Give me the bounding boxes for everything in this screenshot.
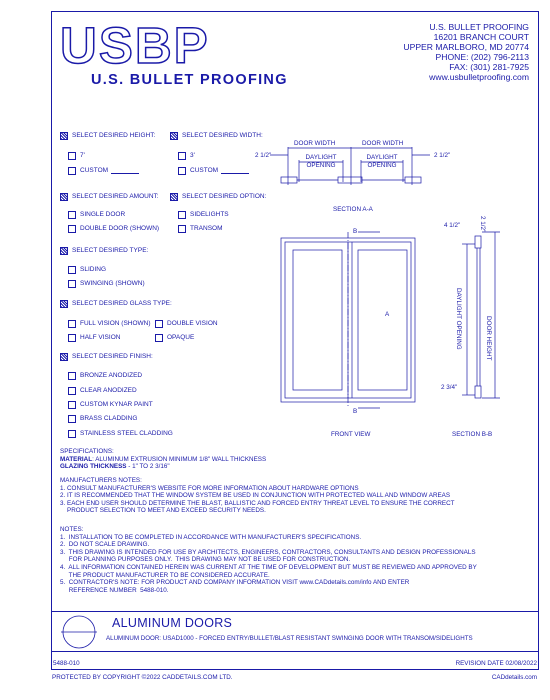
revision-date: REVISION DATE 02/08/2022 (455, 660, 537, 667)
height-option-custom[interactable]: CUSTOM (68, 167, 139, 175)
dim-2-75-label: 2 3/4" (441, 384, 458, 391)
company-fax: FAX: (301) 281-7925 (449, 62, 529, 72)
glass-opaque[interactable]: OPAQUE (155, 334, 194, 342)
title-block-bottom-rule (51, 651, 539, 652)
amount-single-door[interactable]: SINGLE DOOR (68, 211, 125, 219)
daylight-opening-right-label: DAYLIGHT OPENING (366, 154, 398, 169)
note: FOR PLANNING PURPOSES ONLY. THIS DRAWING MAY NOT BE USED FOR CONSTRUCTION. (60, 556, 351, 564)
note: 5. CONTRACTOR'S NOTE: FOR PRODUCT AND COMPANY INFORMATION VISIT www.CADdetails.com/info AND ENTER (60, 579, 410, 587)
dim-left-label: 2 1/2" (255, 152, 272, 159)
note: 2. DO NOT SCALE DRAWING. (60, 541, 150, 549)
glass-half-vision[interactable]: HALF VISION (68, 334, 120, 342)
reference-number: 5488-010 (53, 660, 80, 667)
company-website[interactable]: www.usbulletproofing.com (429, 72, 529, 82)
section-mark-b-top: B (353, 228, 358, 235)
caddetails-link[interactable]: CADdetails.com (491, 674, 537, 681)
finish-brass[interactable]: BRASS CLADDING (68, 415, 137, 423)
glass-double-vision[interactable]: DOUBLE VISION (155, 320, 218, 328)
specifications-block (60, 448, 266, 471)
daylight-opening-vertical-label: DAYLIGHT OPENING (455, 288, 462, 350)
front-view-door (281, 232, 415, 408)
mfr-note: PRODUCT SELECTION TO MEET AND EXCEED SECURITY NEEDS. (60, 507, 266, 515)
mfr-notes-heading: MANUFACTURERS NOTES: (60, 477, 142, 484)
drawing-subtitle: ALUMINUM DOOR: USAD1000 - FORCED ENTRY/BULLET/BLAST RESISTANT SWINGING DOOR WITH TRANSOM/SIDELIGHTS (106, 635, 473, 642)
option-transom[interactable]: TRANSOM (178, 225, 223, 233)
door-width-left-label: DOOR WIDTH (294, 140, 336, 147)
section-mark-a: A (385, 311, 390, 318)
usbp-logo-name: U.S. BULLET PROOFING (91, 72, 288, 88)
dim-right-label: 2 1/2" (434, 152, 451, 159)
company-address2: UPPER MARLBORO, MD 20774 (403, 42, 529, 52)
dim-4-5-label: 4 1/2" (444, 222, 461, 229)
height-option-label[interactable]: SELECT DESIRED HEIGHT: (60, 132, 155, 140)
width-option-custom[interactable]: CUSTOM (178, 167, 249, 175)
mfr-note: 1. CONSULT MANUFACTURER'S WEBSITE FOR MORE INFORMATION ABOUT HARDWARE OPTIONS (60, 484, 359, 492)
mfr-note: 2. IT IS RECOMMENDED THAT THE WINDOW SYSTEM BE USED IN CONJUNCTION WITH PROTECTED WALL AND WINDOW AREAS (60, 492, 451, 500)
company-phone: PHONE: (202) 796-2113 (435, 52, 529, 62)
front-view-caption: FRONT VIEW (331, 431, 371, 438)
finish-kynar[interactable]: CUSTOM KYNAR PAINT (68, 401, 153, 409)
type-option-label[interactable]: SELECT DESIRED TYPE: (60, 247, 148, 255)
general-notes (60, 526, 477, 594)
company-name: U.S. BULLET PROOFING (429, 22, 529, 32)
section-aa-plan (270, 147, 430, 185)
dim-2-5-vertical-label: 2 1/2" (479, 216, 486, 233)
finish-option-label[interactable]: SELECT DESIRED FINISH: (60, 353, 153, 361)
door-height-vertical-label: DOOR HEIGHT (485, 316, 492, 361)
type-swinging[interactable]: SWINGING (SHOWN) (68, 280, 145, 288)
notes-heading: NOTES: (60, 526, 84, 533)
section-bb-caption: SECTION B-B (452, 431, 493, 438)
finish-bronze[interactable]: BRONZE ANODIZED (68, 372, 142, 380)
width-option-label[interactable]: SELECT DESIRED WIDTH: (170, 132, 263, 140)
amount-option-label[interactable]: SELECT DESIRED AMOUNT: (60, 193, 159, 201)
section-bb (462, 232, 500, 398)
spec-material: MATERIAL: ALUMINUM EXTRUSION MINIMUM 1/8" WALL THICKNESS (60, 455, 267, 463)
mfr-note: 3. EACH END USER SHOULD DETERMINE THE BLAST, BALLISTIC AND FORCED ENTRY THREAT LEVEL TO ENSURE THE CORRECT (60, 499, 455, 507)
drawing-title: ALUMINUM DOORS (112, 616, 233, 630)
height-option-7ft[interactable]: 7' (68, 152, 85, 160)
amount-double-door[interactable]: DOUBLE DOOR (SHOWN) (68, 225, 159, 233)
width-option-3ft[interactable]: 3' (178, 152, 195, 160)
note: 3. THIS DRAWING IS INTENDED FOR USE BY ARCHITECTS, ENGINEERS, CONTRACTORS, CONSULTANTS AND DESIGN PROFESSIONALS (60, 548, 476, 556)
spec-heading: SPECIFICATIONS: (60, 448, 114, 455)
usbp-logo-mark: USBP (60, 17, 210, 74)
daylight-opening-left-label: DAYLIGHT OPENING (305, 154, 337, 169)
note: 4. ALL INFORMATION CONTAINED HEREIN WAS CURRENT AT THE TIME OF DEVELOPMENT BUT MUST BE REVIEWED AND APPROVED BY (60, 563, 477, 571)
copyright-notice: PROTECTED BY COPYRIGHT ©2022 CADDETAILS.COM LTD. (52, 674, 233, 681)
section-mark-b-bottom: B (353, 408, 358, 415)
section-aa-caption: SECTION A-A (333, 206, 373, 213)
note: THE PRODUCT MANUFACTURER TO BE CONSIDERED ACCURATE. (60, 571, 270, 579)
finish-stainless[interactable]: STAINLESS STEEL CLADDING (68, 430, 173, 438)
glass-full-vision[interactable]: FULL VISION (SHOWN) (68, 320, 151, 328)
door-width-right-label: DOOR WIDTH (362, 140, 404, 147)
note: REFERENCE NUMBER 5488-010. (60, 586, 169, 594)
spec-glazing: GLAZING THICKNESS - 1" TO 2 3/16" (60, 463, 170, 471)
finish-clear[interactable]: CLEAR ANODIZED (68, 387, 137, 395)
option-label[interactable]: SELECT DESIRED OPTION: (170, 193, 266, 201)
title-block-symbol (58, 614, 100, 650)
manufacturer-notes (60, 477, 454, 515)
glass-option-label[interactable]: SELECT DESIRED GLASS TYPE: (60, 300, 172, 308)
title-block-top-rule (51, 611, 539, 612)
option-sidelights[interactable]: SIDELIGHTS (178, 211, 229, 219)
note: 1. INSTALLATION TO BE COMPLETED IN ACCORDANCE WITH MANUFACTURER'S SPECIFICATIONS. (60, 533, 362, 541)
type-sliding[interactable]: SLIDING (68, 266, 106, 274)
company-address1: 16201 BRANCH COURT (433, 32, 529, 42)
